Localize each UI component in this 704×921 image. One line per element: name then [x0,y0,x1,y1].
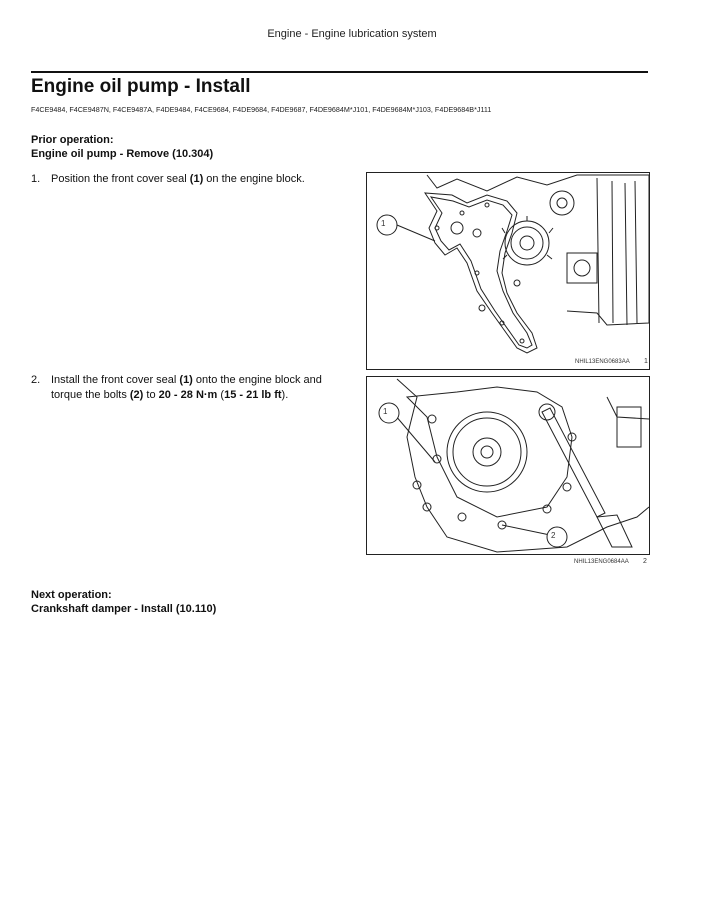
torque-imperial: 15 - 21 lb ft [224,389,282,401]
figure-2-number: 2 [643,558,647,565]
front-cover-seal-illustration [367,173,649,369]
step-2 [31,373,351,403]
step-2-text: Install the front cover seal (1) onto the engine block and torque the bolts (2) to 20 - 28 N·m (15 - 21 lb ft). [51,374,322,401]
callout-1-circle [377,215,397,235]
step-1-number: 1. [31,173,41,185]
next-operation [31,588,216,616]
next-operation-link[interactable]: Crankshaft damper - Install (10.110) [31,603,217,615]
next-operation-label: Next operation: [31,589,112,601]
figure-1 [366,172,650,370]
seal-torque-illustration [367,377,649,554]
prior-operation-label: Prior operation: [31,134,114,146]
figure-1-number: 1 [644,358,648,365]
prior-operation-link[interactable]: Engine oil pump - Remove (10.304) [31,148,214,160]
running-header: Engine - Engine lubrication system [267,28,437,40]
figure-2-callout-2: 2 [551,531,556,540]
figure-1-code: NHIL13ENG0683AA [575,359,630,365]
step-1-text: Position the front cover seal (1) on the engine block. [51,173,305,185]
figure-2 [366,376,650,555]
step-2-number: 2. [31,374,41,386]
figure-2-code: NHIL13ENG0684AA [574,559,629,565]
prior-operation [31,133,213,161]
figure-1-callout-1: 1 [381,219,386,228]
title-rule [31,71,648,73]
figure-2-callout-1: 1 [383,407,388,416]
model-list: F4CE9484, F4CE9487N, F4CE9487A, F4DE9484, F4CE9684, F4DE9684, F4DE9687, F4DE9684M*J101, F4DE9684M*J103, F4DE9684B*J111 [31,105,492,114]
torque-metric: 20 - 28 N·m [158,389,218,401]
step-1 [31,172,351,187]
ref-callout-1: (1) [189,173,204,185]
page-title: Engine oil pump - Install [31,76,251,97]
